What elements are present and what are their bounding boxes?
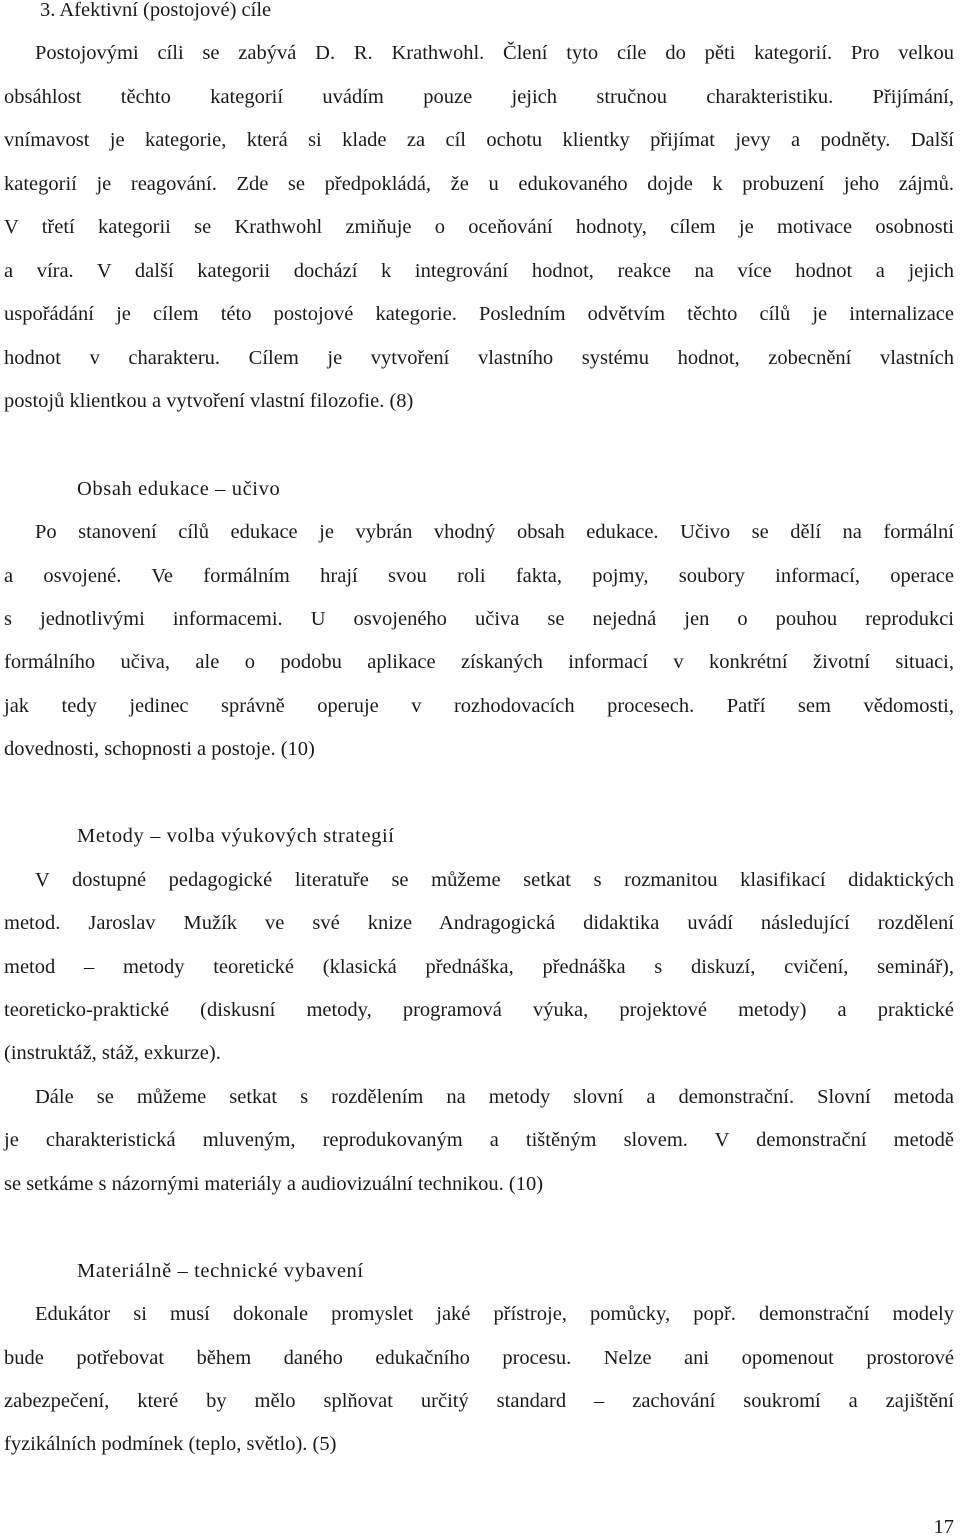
paragraph-line: postojů klientkou a vytvoření vlastní filozofie. (8) — [4, 390, 414, 412]
section-heading-content: Obsah edukace – učivo — [77, 478, 281, 500]
page-number: 17 — [933, 1516, 954, 1538]
paragraph-line: metod. Jaroslav Mužík ve své knize Andragogická didaktika uvádí následující rozdělení — [4, 912, 954, 934]
paragraph-line: Edukátor si musí dokonale promyslet jaké přístroje, pomůcky, popř. demonstrační modely — [35, 1303, 954, 1325]
section-heading-equipment: Materiálně – technické vybavení — [77, 1260, 364, 1282]
paragraph-line: fyzikálních podmínek (teplo, světlo). (5) — [4, 1433, 337, 1455]
paragraph-line: jak tedy jedinec správně operuje v rozhodovacích procesech. Patří sem vědomosti, — [4, 695, 954, 717]
paragraph-line: dovednosti, schopnosti a postoje. (10) — [4, 738, 315, 760]
paragraph-line: teoreticko-praktické (diskusní metody, programová výuka, projektové metody) a praktické — [4, 999, 954, 1021]
paragraph-line: bude potřebovat během daného edukačního procesu. Nelze ani opomenout prostorové — [4, 1347, 954, 1369]
paragraph-line: a víra. V další kategorii dochází k integrování hodnot, reakce na více hodnot a jejich — [4, 260, 954, 282]
paragraph-line: se setkáme s názornými materiály a audiovizuální technikou. (10) — [4, 1173, 544, 1195]
paragraph-line: s jednotlivými informacemi. U osvojeného učiva se nejedná jen o pouhou reprodukci — [4, 608, 954, 630]
paragraph-line: formálního učiva, ale o podobu aplikace získaných informací v konkrétní životní situaci, — [4, 651, 954, 673]
paragraph-line: V třetí kategorii se Krathwohl zmiňuje o oceňování hodnoty, cílem je motivace osobnosti — [4, 216, 954, 238]
paragraph-line: zabezpečení, které by mělo splňovat určitý standard – zachování soukromí a zajištění — [4, 1390, 954, 1412]
paragraph-line: a osvojené. Ve formálním hrají svou roli fakta, pojmy, soubory informací, operace — [4, 565, 954, 587]
paragraph-line: je charakteristická mluveným, reprodukovaným a tištěným slovem. V demonstrační metodě — [4, 1129, 954, 1151]
paragraph-line: kategorií je reagování. Zde se předpokládá, že u edukovaného dojde k probuzení jeho zájmů. — [4, 173, 954, 195]
paragraph-line: hodnot v charakteru. Cílem je vytvoření vlastního systému hodnot, zobecnění vlastních — [4, 347, 954, 369]
section-heading-affective-goals: 3. Afektivní (postojové) cíle — [40, 0, 272, 21]
paragraph-line: uspořádání je cílem této postojové kategorie. Posledním odvětvím těchto cílů je internalizace — [4, 303, 954, 325]
paragraph-line: Dále se můžeme setkat s rozdělením na metody slovní a demonstrační. Slovní metoda — [35, 1086, 954, 1108]
paragraph-line: V dostupné pedagogické literatuře se můžeme setkat s rozmanitou klasifikací didaktických — [35, 869, 954, 891]
paragraph-line: metod – metody teoretické (klasická přednáška, přednáška s diskuzí, cvičení, seminář), — [4, 956, 954, 978]
paragraph-line: (instruktáž, stáž, exkurze). — [4, 1042, 221, 1064]
paragraph-line: vnímavost je kategorie, která si klade za cíl ochotu klientky přijímat jevy a podněty. Další — [4, 129, 954, 151]
section-heading-methods: Metody – volba výukových strategií — [77, 825, 395, 847]
paragraph-line: Po stanovení cílů edukace je vybrán vhodný obsah edukace. Učivo se dělí na formální — [35, 521, 954, 543]
paragraph-line: obsáhlost těchto kategorií uvádím pouze jejich stručnou charakteristiku. Přijímání, — [4, 86, 954, 108]
paragraph-line: Postojovými cíli se zabývá D. R. Krathwohl. Člení tyto cíle do pěti kategorií. Pro velkou — [35, 42, 954, 64]
